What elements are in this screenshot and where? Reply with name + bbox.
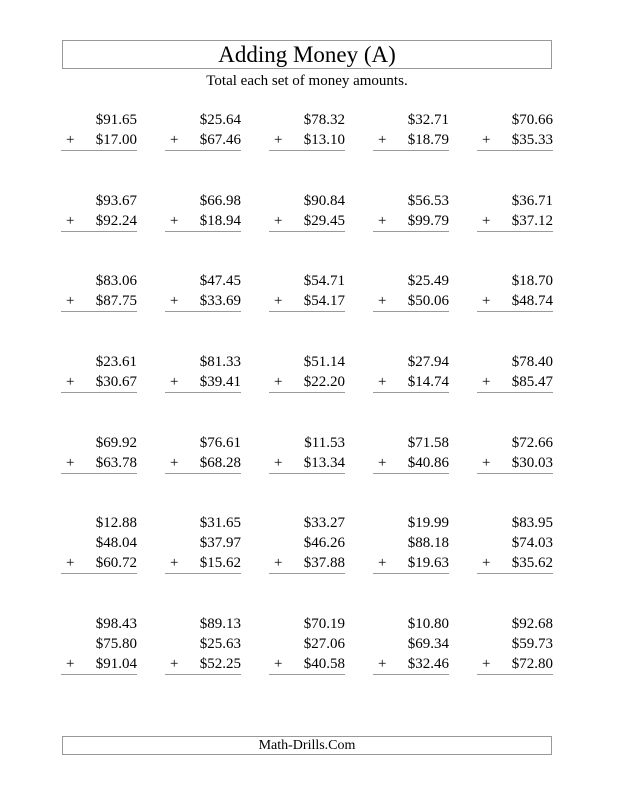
sum-line — [269, 311, 345, 312]
money-amount: $89.13 — [199, 616, 241, 632]
sum-line — [61, 150, 137, 151]
money-amount: $92.24 — [95, 213, 137, 229]
money-amount: $31.65 — [199, 515, 241, 531]
addend-line — [373, 191, 449, 211]
plus-sign: + — [274, 656, 283, 672]
addend-line — [373, 553, 449, 573]
sum-line — [165, 311, 241, 312]
addend-line — [477, 130, 553, 150]
addition-problem — [477, 433, 553, 474]
money-amount: $50.06 — [407, 293, 449, 309]
addend-line — [269, 654, 345, 674]
money-amount: $27.94 — [407, 354, 449, 370]
addend-line — [477, 513, 553, 533]
addend-line — [373, 211, 449, 231]
money-amount: $32.71 — [407, 112, 449, 128]
money-amount: $18.94 — [199, 213, 241, 229]
money-amount: $52.25 — [199, 656, 241, 672]
money-amount: $12.88 — [95, 515, 137, 531]
addend-line — [373, 654, 449, 674]
addition-problem — [61, 513, 137, 574]
addend-line — [477, 553, 553, 573]
addend-line — [269, 291, 345, 311]
plus-sign: + — [378, 555, 387, 571]
money-amount: $14.74 — [407, 374, 449, 390]
addend-line — [373, 614, 449, 634]
money-amount: $54.17 — [303, 293, 345, 309]
addend-line — [269, 372, 345, 392]
sum-line — [477, 674, 553, 675]
addition-problem — [477, 513, 553, 574]
addend-line — [477, 433, 553, 453]
addition-problem — [165, 614, 241, 675]
addend-line — [373, 634, 449, 654]
money-amount: $56.53 — [407, 193, 449, 209]
plus-sign: + — [170, 374, 179, 390]
plus-sign: + — [170, 213, 179, 229]
addend-line — [61, 352, 137, 372]
addend-line — [61, 110, 137, 130]
addend-line — [165, 654, 241, 674]
worksheet-title: Adding Money (A) — [62, 40, 552, 69]
money-amount: $69.34 — [407, 636, 449, 652]
sum-line — [61, 392, 137, 393]
addition-problem — [165, 271, 241, 312]
money-amount: $25.49 — [407, 273, 449, 289]
money-amount: $37.12 — [511, 213, 553, 229]
money-amount: $90.84 — [303, 193, 345, 209]
sum-line — [165, 674, 241, 675]
addend-line — [61, 211, 137, 231]
money-amount: $46.26 — [303, 535, 345, 551]
money-amount: $48.04 — [95, 535, 137, 551]
money-amount: $35.33 — [511, 132, 553, 148]
sum-line — [61, 311, 137, 312]
addend-line — [61, 453, 137, 473]
plus-sign: + — [378, 213, 387, 229]
addition-problem — [61, 433, 137, 474]
sum-line — [165, 150, 241, 151]
money-amount: $72.80 — [511, 656, 553, 672]
money-amount: $37.97 — [199, 535, 241, 551]
sum-line — [373, 573, 449, 574]
plus-sign: + — [66, 374, 75, 390]
addend-line — [269, 433, 345, 453]
addend-line — [61, 271, 137, 291]
addend-line — [165, 433, 241, 453]
money-amount: $54.71 — [303, 273, 345, 289]
sum-line — [477, 473, 553, 474]
sum-line — [61, 674, 137, 675]
addend-line — [61, 372, 137, 392]
worksheet-instructions: Total each set of money amounts. — [206, 73, 408, 89]
addition-problem — [373, 110, 449, 151]
addend-line — [477, 533, 553, 553]
sum-line — [477, 150, 553, 151]
money-amount: $30.03 — [511, 455, 553, 471]
sum-line — [477, 392, 553, 393]
addend-line — [165, 352, 241, 372]
addition-problem — [477, 352, 553, 393]
money-amount: $91.65 — [95, 112, 137, 128]
addend-line — [165, 130, 241, 150]
addend-line — [61, 191, 137, 211]
addend-line — [477, 634, 553, 654]
sum-line — [269, 150, 345, 151]
sum-line — [477, 311, 553, 312]
plus-sign: + — [378, 455, 387, 471]
plus-sign: + — [66, 132, 75, 148]
plus-sign: + — [66, 213, 75, 229]
addition-problem — [61, 191, 137, 232]
addend-line — [477, 614, 553, 634]
money-amount: $70.19 — [303, 616, 345, 632]
addend-line — [269, 634, 345, 654]
addend-line — [477, 372, 553, 392]
addend-line — [165, 372, 241, 392]
sum-line — [165, 392, 241, 393]
sum-line — [373, 473, 449, 474]
plus-sign: + — [482, 656, 491, 672]
money-amount: $88.18 — [407, 535, 449, 551]
addition-problem — [269, 352, 345, 393]
addition-problem — [269, 110, 345, 151]
addition-problem — [165, 191, 241, 232]
addend-line — [477, 352, 553, 372]
money-amount: $93.67 — [95, 193, 137, 209]
addend-line — [61, 433, 137, 453]
money-amount: $37.88 — [303, 555, 345, 571]
plus-sign: + — [378, 132, 387, 148]
addend-line — [165, 271, 241, 291]
money-amount: $33.27 — [303, 515, 345, 531]
money-amount: $70.66 — [511, 112, 553, 128]
money-amount: $25.63 — [199, 636, 241, 652]
plus-sign: + — [170, 455, 179, 471]
sum-line — [269, 573, 345, 574]
money-amount: $17.00 — [95, 132, 137, 148]
money-amount: $22.20 — [303, 374, 345, 390]
plus-sign: + — [274, 132, 283, 148]
footer-credit: Math-Drills.Com — [62, 736, 552, 755]
addition-problem — [373, 513, 449, 574]
money-amount: $68.28 — [199, 455, 241, 471]
addend-line — [269, 513, 345, 533]
money-amount: $18.70 — [511, 273, 553, 289]
money-amount: $69.92 — [95, 435, 137, 451]
money-amount: $18.79 — [407, 132, 449, 148]
addend-line — [477, 110, 553, 130]
money-amount: $85.47 — [511, 374, 553, 390]
addend-line — [269, 352, 345, 372]
addend-line — [61, 634, 137, 654]
addend-line — [61, 553, 137, 573]
addition-problem — [165, 352, 241, 393]
addition-problem — [269, 191, 345, 232]
addend-line — [269, 110, 345, 130]
addend-line — [269, 614, 345, 634]
addition-problem — [373, 191, 449, 232]
addition-problem — [61, 110, 137, 151]
addition-problem — [61, 271, 137, 312]
addend-line — [269, 191, 345, 211]
money-amount: $39.41 — [199, 374, 241, 390]
addend-line — [477, 654, 553, 674]
sum-line — [61, 573, 137, 574]
money-amount: $83.06 — [95, 273, 137, 289]
sum-line — [269, 392, 345, 393]
plus-sign: + — [274, 213, 283, 229]
sum-line — [165, 473, 241, 474]
addend-line — [373, 453, 449, 473]
money-amount: $25.64 — [199, 112, 241, 128]
plus-sign: + — [482, 293, 491, 309]
money-amount: $13.34 — [303, 455, 345, 471]
addend-line — [165, 513, 241, 533]
addition-problem — [165, 110, 241, 151]
addition-problem — [165, 433, 241, 474]
money-amount: $13.10 — [303, 132, 345, 148]
money-amount: $99.79 — [407, 213, 449, 229]
addend-line — [269, 453, 345, 473]
plus-sign: + — [378, 374, 387, 390]
plus-sign: + — [66, 293, 75, 309]
addend-line — [61, 513, 137, 533]
addend-line — [165, 553, 241, 573]
addend-line — [373, 130, 449, 150]
money-amount: $30.67 — [95, 374, 137, 390]
money-amount: $11.53 — [304, 435, 345, 451]
sum-line — [373, 392, 449, 393]
plus-sign: + — [274, 374, 283, 390]
money-amount: $67.46 — [199, 132, 241, 148]
addition-problem — [269, 433, 345, 474]
addend-line — [373, 110, 449, 130]
money-amount: $32.46 — [407, 656, 449, 672]
addend-line — [373, 433, 449, 453]
money-amount: $63.78 — [95, 455, 137, 471]
money-amount: $29.45 — [303, 213, 345, 229]
addend-line — [477, 211, 553, 231]
addition-problem — [477, 110, 553, 151]
addend-line — [165, 211, 241, 231]
money-amount: $75.80 — [95, 636, 137, 652]
money-amount: $59.73 — [511, 636, 553, 652]
money-amount: $48.74 — [511, 293, 553, 309]
addend-line — [373, 533, 449, 553]
addition-problem — [373, 433, 449, 474]
addend-line — [61, 614, 137, 634]
money-amount: $15.62 — [199, 555, 241, 571]
addend-line — [269, 553, 345, 573]
money-amount: $76.61 — [199, 435, 241, 451]
plus-sign: + — [378, 293, 387, 309]
money-amount: $27.06 — [303, 636, 345, 652]
money-amount: $19.63 — [407, 555, 449, 571]
sum-line — [269, 231, 345, 232]
addend-line — [477, 271, 553, 291]
money-amount: $78.32 — [303, 112, 345, 128]
money-amount: $66.98 — [199, 193, 241, 209]
money-amount: $47.45 — [199, 273, 241, 289]
addition-problem — [61, 352, 137, 393]
addend-line — [61, 291, 137, 311]
money-amount: $60.72 — [95, 555, 137, 571]
sum-line — [373, 311, 449, 312]
addend-line — [269, 533, 345, 553]
addend-line — [61, 533, 137, 553]
addition-problem — [373, 352, 449, 393]
plus-sign: + — [482, 213, 491, 229]
addend-line — [477, 191, 553, 211]
addend-line — [165, 453, 241, 473]
plus-sign: + — [66, 455, 75, 471]
addend-line — [165, 291, 241, 311]
sum-line — [61, 231, 137, 232]
money-amount: $83.95 — [511, 515, 553, 531]
plus-sign: + — [170, 293, 179, 309]
money-amount: $19.99 — [407, 515, 449, 531]
addition-problem — [269, 513, 345, 574]
money-amount: $36.71 — [511, 193, 553, 209]
sum-line — [269, 674, 345, 675]
addend-line — [165, 533, 241, 553]
addend-line — [373, 271, 449, 291]
money-amount: $51.14 — [303, 354, 345, 370]
money-amount: $92.68 — [511, 616, 553, 632]
plus-sign: + — [482, 455, 491, 471]
sum-line — [373, 231, 449, 232]
plus-sign: + — [274, 293, 283, 309]
plus-sign: + — [170, 555, 179, 571]
sum-line — [61, 473, 137, 474]
addend-line — [165, 634, 241, 654]
addition-problem — [477, 191, 553, 232]
addend-line — [165, 614, 241, 634]
addend-line — [61, 130, 137, 150]
addition-problem — [165, 513, 241, 574]
sum-line — [373, 674, 449, 675]
money-amount: $74.03 — [511, 535, 553, 551]
plus-sign: + — [66, 555, 75, 571]
money-amount: $91.04 — [95, 656, 137, 672]
addition-problem — [269, 271, 345, 312]
sum-line — [477, 231, 553, 232]
money-amount: $71.58 — [407, 435, 449, 451]
addition-problem — [373, 614, 449, 675]
addend-line — [269, 211, 345, 231]
addend-line — [165, 191, 241, 211]
addend-line — [165, 110, 241, 130]
plus-sign: + — [482, 132, 491, 148]
addend-line — [373, 372, 449, 392]
sum-line — [373, 150, 449, 151]
addition-problem — [61, 614, 137, 675]
plus-sign: + — [482, 555, 491, 571]
money-amount: $98.43 — [95, 616, 137, 632]
addend-line — [373, 291, 449, 311]
plus-sign: + — [170, 132, 179, 148]
addend-line — [373, 352, 449, 372]
plus-sign: + — [274, 555, 283, 571]
money-amount: $23.61 — [95, 354, 137, 370]
addition-problem — [373, 271, 449, 312]
plus-sign: + — [274, 455, 283, 471]
addition-problem — [477, 614, 553, 675]
plus-sign: + — [378, 656, 387, 672]
addend-line — [269, 271, 345, 291]
sum-line — [477, 573, 553, 574]
plus-sign: + — [170, 656, 179, 672]
sum-line — [165, 231, 241, 232]
money-amount: $40.86 — [407, 455, 449, 471]
addend-line — [373, 513, 449, 533]
money-amount: $81.33 — [199, 354, 241, 370]
money-amount: $78.40 — [511, 354, 553, 370]
plus-sign: + — [482, 374, 491, 390]
addend-line — [477, 291, 553, 311]
money-amount: $87.75 — [95, 293, 137, 309]
sum-line — [269, 473, 345, 474]
money-amount: $35.62 — [511, 555, 553, 571]
addend-line — [477, 453, 553, 473]
addition-problem — [477, 271, 553, 312]
money-amount: $40.58 — [303, 656, 345, 672]
sum-line — [165, 573, 241, 574]
money-amount: $72.66 — [511, 435, 553, 451]
addition-problem — [269, 614, 345, 675]
money-amount: $33.69 — [199, 293, 241, 309]
money-amount: $10.80 — [407, 616, 449, 632]
addend-line — [61, 654, 137, 674]
addend-line — [269, 130, 345, 150]
plus-sign: + — [66, 656, 75, 672]
